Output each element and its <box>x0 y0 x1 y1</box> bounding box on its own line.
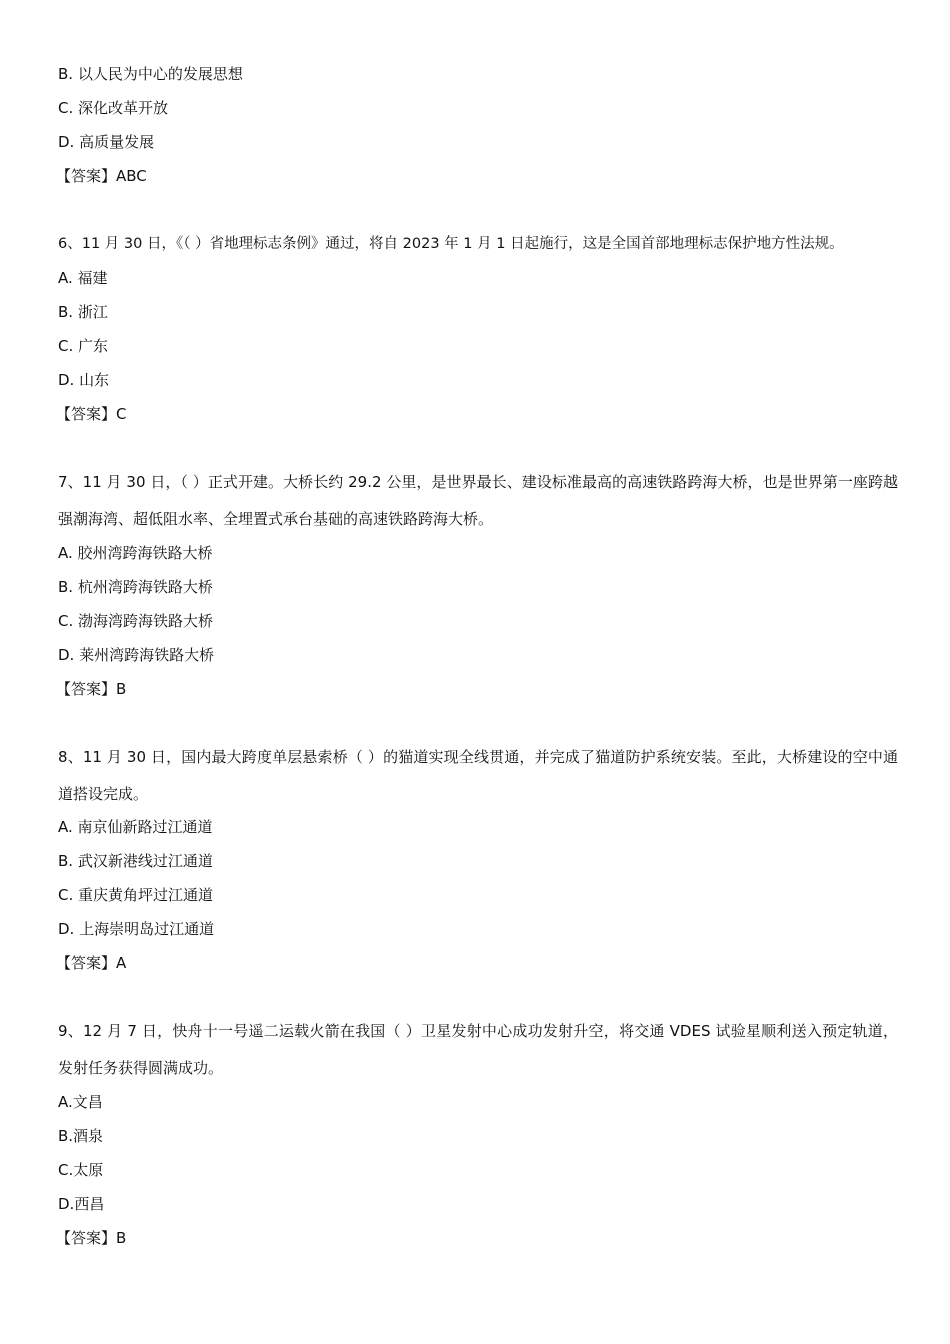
q8-answer: 【答案】A <box>56 954 127 972</box>
q5-answer: 【答案】ABC <box>56 167 147 185</box>
q9-stem: 9、12 月 7 日，快舟十一号遥二运载火箭在我国（ ）卫星发射中心成功发射升空，将交通 VDES 试验星顺利送入预定轨道，发射任务获得圆满成功。 <box>58 1022 898 1077</box>
q7-answer: 【答案】B <box>56 680 127 698</box>
q7-option-d: D. 莱州湾跨海铁路大桥 <box>58 646 215 664</box>
q7-option-b: B. 杭州湾跨海铁路大桥 <box>58 578 213 596</box>
q6-option-a: A. 福建 <box>58 269 108 287</box>
q6-option-c: C. 广东 <box>58 337 109 355</box>
q7-option-c: C. 渤海湾跨海铁路大桥 <box>58 612 214 630</box>
q6-stem: 6、11 月 30 日，《（ ）省地理标志条例》通过，将自 2023 年 1 月 1 日起施行，这是全国首部地理标志保护地方性法规。 <box>58 236 844 252</box>
q9-option-b: B.酒泉 <box>58 1127 104 1145</box>
q5-option-c: C. 深化改革开放 <box>58 99 169 117</box>
q9-option-a: A.文昌 <box>58 1093 103 1111</box>
q6-option-b: B. 浙江 <box>58 303 108 321</box>
q9-option-c: C.太原 <box>58 1161 104 1179</box>
q6-option-d: D. 山东 <box>58 371 110 389</box>
q9-option-d: D.西昌 <box>58 1195 105 1213</box>
q8-stem: 8、11 月 30 日，国内最大跨度单层悬索桥（ ）的猫道实现全线贯通，并完成了猫道防护系统安装。至此，大桥建设的空中通道搭设完成。 <box>58 748 898 803</box>
q5-option-d: D. 高质量发展 <box>58 133 155 151</box>
q6-answer: 【答案】C <box>56 405 127 423</box>
q8-option-a: A. 南京仙新路过江通道 <box>58 818 213 836</box>
q8-option-c: C. 重庆黄角坪过江通道 <box>58 886 214 904</box>
q8-option-d: D. 上海崇明岛过江通道 <box>58 920 215 938</box>
q5-option-b: B. 以人民为中心的发展思想 <box>58 65 243 83</box>
q7-option-a: A. 胶州湾跨海铁路大桥 <box>58 544 213 562</box>
q8-option-b: B. 武汉新港线过江通道 <box>58 852 213 870</box>
q7-stem: 7、11 月 30 日，（ ）正式开建。大桥长约 29.2 公里，是世界最长、建设标准最高的高速铁路跨海大桥，也是世界第一座跨越强潮海湾、超低阻水率、全埋置式承台基础的高速铁路跨海大桥。 <box>58 473 898 528</box>
q9-answer: 【答案】B <box>56 1229 127 1247</box>
